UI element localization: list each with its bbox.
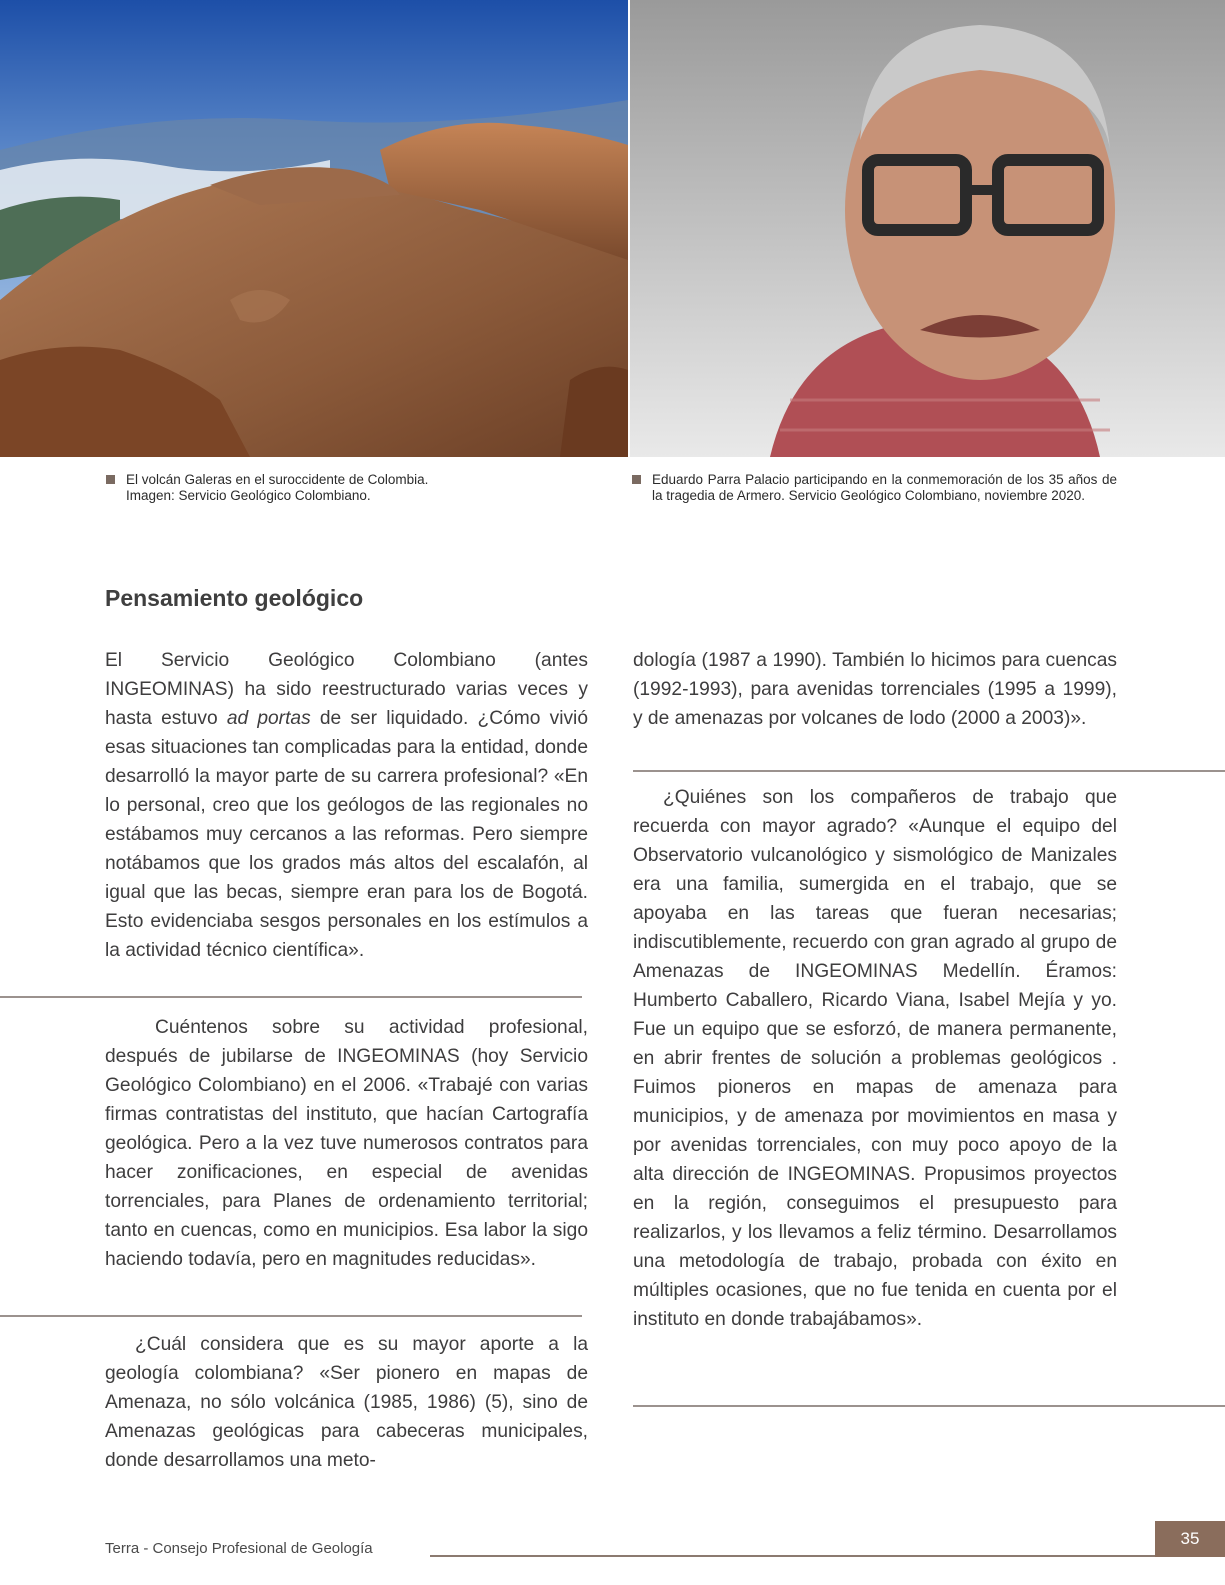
caption-line-1: El volcán Galeras en el suroccidente de Colombia. — [126, 472, 429, 487]
paragraph-restructuring: El Servicio Geológico Colombiano (antes INGEOMINAS) ha sido reestructurado varias veces y hasta estuvo ad portas de ser liquidado. ¿Cómo vivió esas situaciones tan complicadas para la entidad, donde desarrolló la mayor parte de su carrera profesional? «En lo personal, creo que los geólogos de las regionales no estábamos muy cercanos a las reformas. Pero siempre notábamos que los grados más altos del escalafón, al igual que las becas, siempre eran para los de Bogotá. Esto evidenciaba sesgos personales en los estímulos a la actividad técnico científica». — [105, 650, 588, 961]
portrait-photo-caption — [652, 472, 1117, 504]
section-divider — [633, 770, 1225, 772]
section-divider — [0, 996, 582, 998]
volcano-photo — [0, 0, 628, 457]
right-text-column-2 — [633, 783, 1117, 1334]
section-title: Pensamiento geológico — [105, 585, 364, 611]
caption-text: Eduardo Parra Palacio participando en la conmemoración de los 35 años de la tragedia de Armero. Servicio Geológico Colombiano, noviembre 2020. — [652, 472, 1117, 503]
right-text-column — [633, 646, 1117, 733]
left-text-column-3 — [105, 1330, 588, 1475]
volcano-photo-caption — [126, 472, 486, 504]
footer-rule — [430, 1555, 1155, 1557]
portrait-photo — [630, 0, 1225, 457]
left-text-column-2 — [105, 1013, 588, 1274]
caption-line-2: Imagen: Servicio Geológico Colombiano. — [126, 488, 371, 503]
left-text-column — [105, 646, 588, 965]
publication-name: Terra - Consejo Profesional de Geología — [105, 1540, 373, 1557]
paragraph-methodology: dología (1987 a 1990). También lo hicimos para cuencas (1992-1993), para avenidas torrenciales (1995 a 1999), y de amenazas por volcanes de lodo (2000 a 2003)». — [633, 650, 1117, 729]
caption-bullet-icon — [632, 475, 641, 484]
caption-bullet-icon — [106, 475, 115, 484]
paragraph-colleagues: ¿Quiénes son los compañeros de trabajo que recuerda con mayor agrado? «Aunque el equipo del Observatorio vulcanológico y sismológico de Manizales era una familia, sumergida en el trabajo, que se apoyaba en las tareas que fueran necesarias; indiscutiblemente, recuerdo con gran agrado al grupo de Amenazas de INGEOMINAS Medellín. Éramos: Humberto Caballero, Ricardo Viana, Isabel Mejía y yo. Fue un equipo que se esforzó, de manera permanente, en abrir frentes de solución a problemas geológicos . Fuimos pioneros en mapas de amenaza para municipios, y de amenaza por movimientos en masa y por avenidas torrenciales, con muy poco apoyo de la alta dirección de INGEOMINAS. Propusimos proyectos en la región, conseguimos el presupuesto para realizarlos, y los llevamos a feliz término. Desarrollamos una metodología de trabajo, probada con éxito en múltiples ocasiones, que no fue tenida en cuenta por el instituto en donde trabajábamos». — [633, 787, 1117, 1330]
paragraph-contribution: ¿Cuál considera que es su mayor aporte a la geología colombiana? «Ser pionero en mapas de Amenaza, no sólo volcánica (1985, 1986) (5), sino de Amenazas geológicas para cabeceras municipales, donde desarrollamos una meto- — [105, 1334, 588, 1471]
section-divider — [633, 1405, 1225, 1407]
latin-phrase: ad portas — [226, 708, 311, 729]
page-number: 35 — [1155, 1521, 1225, 1557]
section-divider — [0, 1315, 582, 1317]
paragraph-professional-activity: Cuéntenos sobre su actividad profesional, después de jubilarse de INGEOMINAS (hoy Servicio Geológico Colombiano) en el 2006. «Trabajé con varias firmas contratistas del instituto, que hacían Cartografía geológica. Pero a la vez tuve numerosos contratos para hacer zonificaciones, en especial de avenidas torrenciales, para Planes de ordenamiento territorial; tanto en cuencas, como en municipios. Esa labor la sigo haciendo todavía, pero en magnitudes reducidas». — [105, 1017, 588, 1270]
